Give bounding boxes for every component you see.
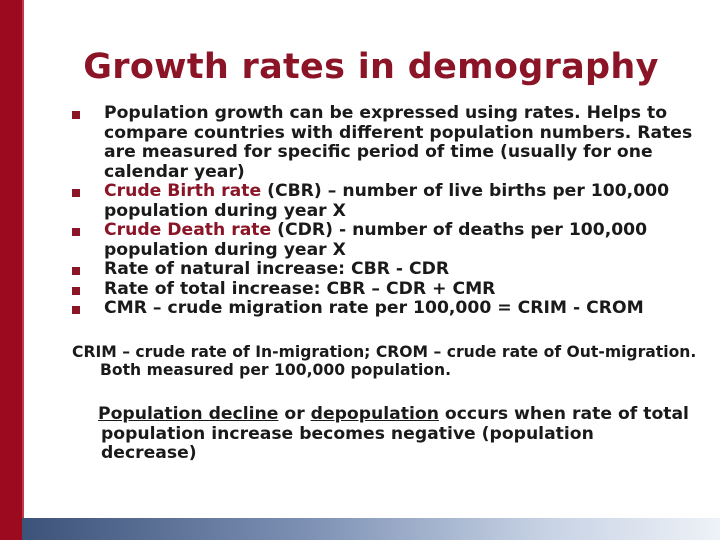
square-bullet-icon bbox=[72, 111, 80, 119]
migration-note: CRIM – crude rate of In-migration; CROM – crude rate of Out-migration. Both measured per 100,000 population. bbox=[72, 343, 697, 379]
square-bullet-icon bbox=[72, 287, 80, 295]
paragraph-text: occurs when rate of total population increase becomes negative (population decrease) bbox=[101, 404, 689, 463]
bullet-item bbox=[72, 299, 697, 319]
bullet-text: Rate of natural increase: CBR - CDR bbox=[104, 259, 450, 279]
bullet-item bbox=[72, 260, 697, 280]
bullet-text: Rate of total increase: CBR – CDR + CMR bbox=[104, 278, 496, 299]
slide-title: Growth rates in demography bbox=[83, 47, 659, 87]
bottom-gradient-bar bbox=[22, 518, 720, 540]
bullet-item bbox=[72, 280, 697, 300]
bullet-text: CMR – crude migration rate per 100,000 = CRIM - CROM bbox=[104, 298, 644, 318]
bullet-list bbox=[72, 104, 697, 319]
paragraph-connector: or bbox=[278, 404, 311, 424]
bullet-item bbox=[72, 182, 697, 221]
population-decline-term: Population decline bbox=[98, 404, 279, 424]
bullet-item bbox=[72, 221, 697, 260]
square-bullet-icon bbox=[72, 306, 80, 314]
bullet-text: (CBR) – number of live births per 100,000 population during year X bbox=[104, 181, 670, 221]
left-accent-bar bbox=[0, 0, 22, 540]
bullet-item bbox=[72, 104, 697, 182]
depopulation-paragraph bbox=[98, 405, 691, 464]
crude-birth-rate-term: Crude Birth rate bbox=[104, 181, 262, 201]
crude-death-rate-term: Crude Death rate bbox=[104, 220, 272, 240]
square-bullet-icon bbox=[72, 189, 80, 197]
square-bullet-icon bbox=[72, 267, 80, 275]
bullet-text: (CDR) - number of deaths per 100,000 population during year X bbox=[104, 220, 648, 260]
bullet-text: Population growth can be expressed using rates. Helps to compare countries with different population numbers. Rates are measured for specific period of time (usually for one calendar year) bbox=[104, 103, 693, 182]
depopulation-term: depopulation bbox=[310, 404, 439, 424]
square-bullet-icon bbox=[72, 228, 80, 236]
